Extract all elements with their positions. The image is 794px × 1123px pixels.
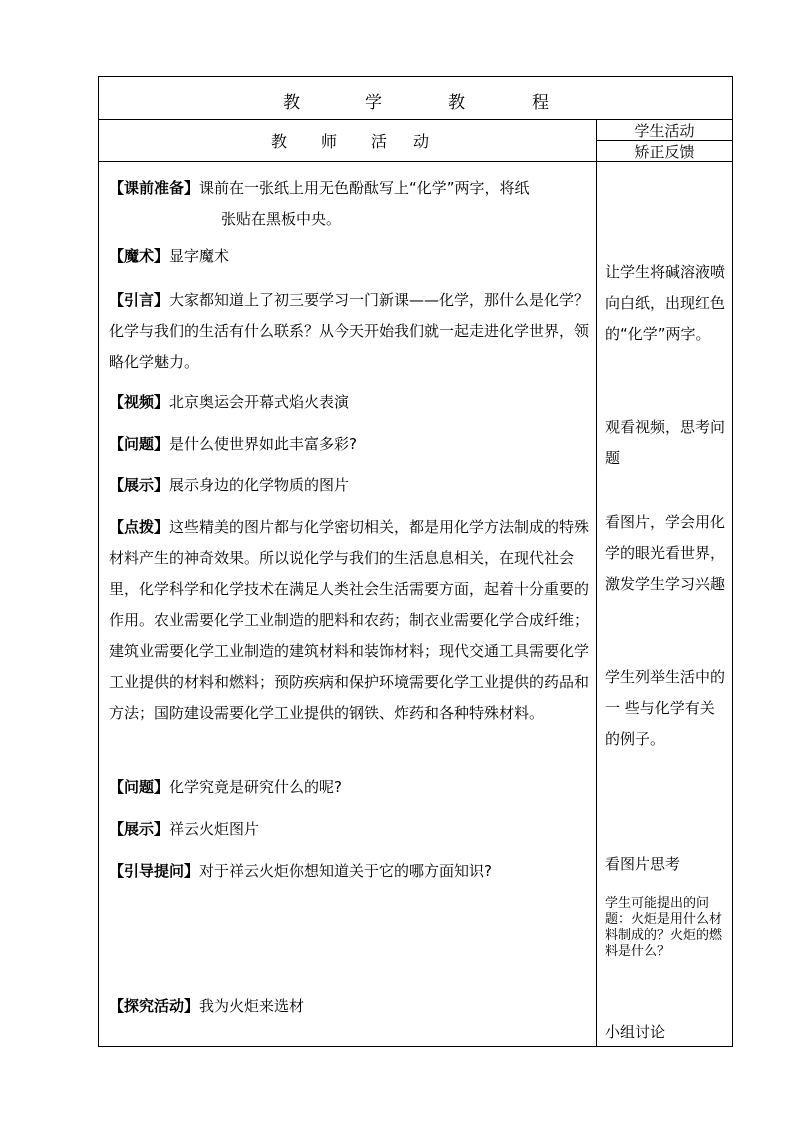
section-tag: 【展示】 <box>109 476 170 494</box>
section-text: 显字魔术 <box>169 247 230 265</box>
section-text: 课前在一张纸上用无色酚酞写上“化学”两字，将纸 <box>199 179 530 197</box>
side-note: 看图片，学会用化学的眼光看世界，激发学生学习兴趣 <box>605 513 726 593</box>
section-tag: 【问题】 <box>109 778 170 796</box>
section-question <box>109 429 595 460</box>
section-tag: 【引导提问】 <box>109 862 200 880</box>
lesson-table <box>98 76 733 1047</box>
section-text: 祥云火炬图片 <box>169 820 260 838</box>
column-divider <box>596 119 597 1046</box>
section-tag: 【魔术】 <box>109 247 170 265</box>
section-prep <box>109 173 595 235</box>
side-note: 让学生将碱溶液喷向白纸，出现红色的“化学”两字。 <box>605 263 726 343</box>
section-guidance <box>109 512 595 729</box>
section-text: 这些精美的图片都与化学密切相关，都是用化学方法制成的特殊材料产生的神奇效果。所以说化学与我们的生活息息相关，在现代社会里，化学科学和化学技术在满足人类社会生活需要方面，起着十分重要的作用。农业需要化学工业制造的肥料和农药；制衣业需要化学合成纤维；建筑业需要化学工业制造的建筑材料和装饰材料；现代交通工具需要化学工业提供的材料和燃料；预防疾病和保护环境需要化学工业提供的药品和方法；国防建设需要化学工业提供的钢铁、炸药和各种特殊材料。 <box>109 518 590 722</box>
header-char: 教 <box>271 132 288 151</box>
header-char: 师 <box>321 132 338 151</box>
feedback-header: 矫正反馈 <box>634 143 695 161</box>
section-text: 展示身边的化学物质的图片 <box>169 476 350 494</box>
header-char: 动 <box>413 132 430 151</box>
section-text: 我为火炬来选材 <box>199 997 305 1015</box>
section-display-2 <box>109 814 595 845</box>
section-tag: 【引言】 <box>109 291 170 309</box>
section-text: 大家都知道上了初三要学习一门新课——化学，那什么是化学？化学与我们的生活有什么联系？从今天开始我们就一起走进化学世界，领略化学魅力。 <box>109 291 590 371</box>
page-title <box>99 77 732 119</box>
section-tag: 【点拨】 <box>109 518 170 536</box>
title-char: 教 <box>283 93 300 113</box>
section-text: 是什么使世界如此丰富多彩? <box>169 435 357 453</box>
side-note: 学生可能提出的问题：火炬是用什么材料制成的？火炬的燃料是什么？ <box>605 896 723 959</box>
side-note: 观看视频，思考问题 <box>605 418 726 467</box>
side-note: 学生列举生活中的一 些与化学有关的例子。 <box>605 668 726 748</box>
section-tag: 【课前准备】 <box>109 179 200 197</box>
section-tag: 【展示】 <box>109 820 170 838</box>
title-char: 教 <box>448 93 465 113</box>
section-video <box>109 387 595 418</box>
section-text: 北京奥运会开幕式焰火表演 <box>169 393 350 411</box>
section-magic <box>109 241 595 272</box>
title-char: 学 <box>365 93 382 113</box>
section-intro <box>109 285 595 378</box>
teacher-activity-header <box>99 119 596 161</box>
header-char: 活 <box>371 132 388 151</box>
section-text: 化学究竟是研究什么的呢? <box>169 778 342 796</box>
section-guided-question <box>109 856 595 887</box>
section-text-cont: 张贴在黑板中央。 <box>221 210 342 228</box>
section-display <box>109 470 595 501</box>
title-char: 程 <box>532 93 549 113</box>
section-tag: 【视频】 <box>109 393 170 411</box>
section-tag: 【探究活动】 <box>109 997 200 1015</box>
section-question-2 <box>109 772 595 803</box>
student-activity-header: 学生活动 <box>634 122 695 140</box>
side-note: 小组讨论 <box>605 1023 666 1041</box>
section-inquiry <box>109 991 595 1022</box>
section-tag: 【问题】 <box>109 435 170 453</box>
section-text: 对于祥云火炬你想知道关于它的哪方面知识? <box>199 862 492 880</box>
side-note: 看图片思考 <box>605 855 681 873</box>
